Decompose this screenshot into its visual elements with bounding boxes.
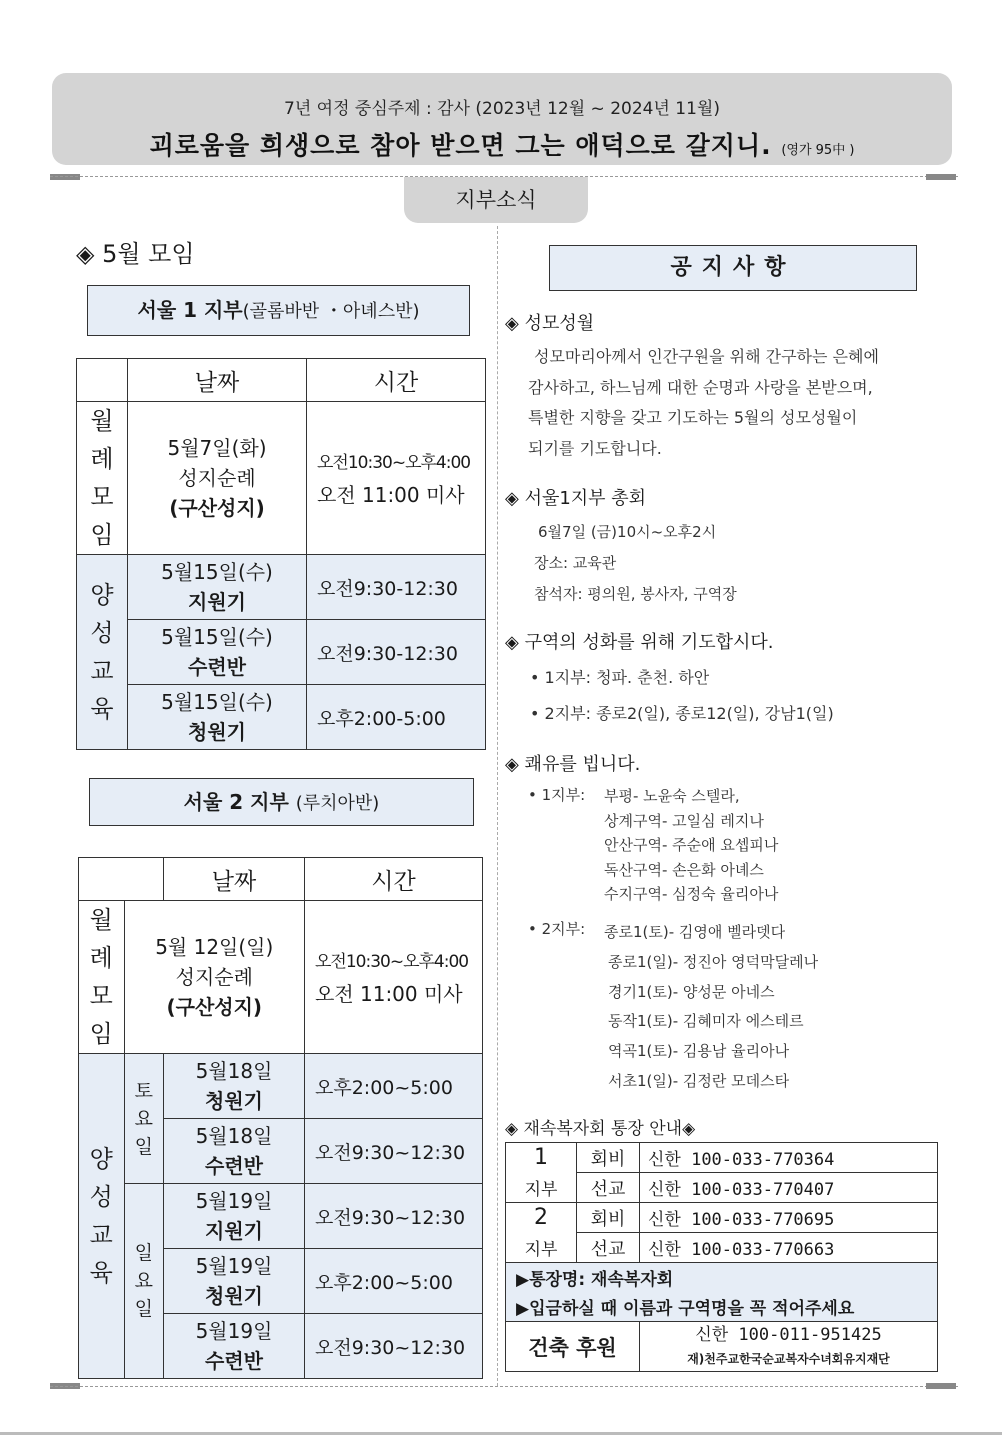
header-theme: 7년 여정 중심주제 : 감사 (2023년 12월 ~ 2024년 11월) [284,99,720,119]
page-edge [0,1432,1002,1435]
branch2-schedule-table: 날짜 시간 월 례 모 임 5월 12일(일) 성지순례 (구산성지) 오전10:30~오후4:00 오전 11:00 미사 양 성 교 육 토 요 일 5월18일 청원기 오후2:00~5:00 5월18일 수련반 오전9:30~12:30 일 요 일 5월19일 지원기 오전9:30~12:30 5월19일 청원기 오후2:00~5:00 5월19일 수련반 오전9:30~12:30 [78,857,483,1379]
saturday-label: 토 요 일 [124,1054,163,1184]
notice-may-body: 성모마리아께서 인간구원을 위해 간구하는 은혜에 감사하고, 하느님께 대한 순명과 사랑을 본받으며, 특별한 지향을 갖고 기도하는 5월의 성모성월이 되기를 기도합니다. [528,347,879,458]
account-number: 신한 100-033-770663 [640,1233,938,1263]
notice-title: 공지사항 [549,245,917,291]
table-row: 5월18일 청원기 [164,1054,305,1119]
col-time: 시간 [307,359,486,402]
table-row: 5월18일 수련반 [164,1119,305,1184]
table-row: 5월19일 청원기 [164,1249,305,1314]
branch2-title: 서울 2 지부 (루치아반) [89,778,474,826]
column-divider [497,226,498,1386]
notice-assembly-title: ◈ 서울1지부 총회 [505,488,647,509]
separator-cap-right [926,174,956,180]
section-tab: 지부소식 [404,177,588,223]
notice-healing-title: ◈ 쾌유를 빕니다. [505,754,641,775]
col-time: 시간 [305,858,483,901]
col-date: 날짜 [164,858,305,901]
header-quote: 괴로움을 희생으로 참아 받으면 그는 애덕으로 갈지니. (영가 95中 ) [149,131,855,160]
notice-account-title: ◈ 재속복자회 통장 안내◈ [505,1119,696,1139]
formation-label: 양 성 교 육 [77,555,128,750]
separator-cap-left [50,174,80,180]
col-date: 날짜 [128,359,307,402]
table-row: 5월19일 지원기 [164,1184,305,1249]
monthly-meeting-label: 월 례 모 임 [79,901,125,1054]
monthly-meeting-date: 5월 12일(일) 성지순례 (구산성지) [124,901,304,1054]
account-holder: ▶통장명: 재속복자회 [506,1263,938,1293]
formation-label: 양 성 교 육 [79,1054,125,1379]
table-row: 5월15일(수) 청원기 [128,685,307,750]
building-support-account: 신한 100-011-951425 재)천주교한국순교복자수녀회유지재단 [640,1322,938,1372]
table-row: 5월19일 수련반 [164,1314,305,1379]
header-banner [52,73,952,165]
branch1-schedule-table: 날짜 시간 월 례 모 임 5월7일(화) 성지순례 (구산성지) 오전10:30~오후4:00 오전 11:00 미사 양 성 교 육 5월15일(수) 지원기 오전9:30-12:30 5월15일(수) 수련반 오전9:30-12:30 5월15일(수) 청원기 오후2:00-5:00 [76,358,486,750]
separator-cap-right [926,1383,956,1389]
notice-healing-b1-list: 부평- 노윤숙 스텔라, 상계구역- 고일심 레지나 안산구역- 주순애 요셉피나 독산구역- 손은화 아녜스 수지구역- 심정숙 율리아나 [604,787,779,903]
table-row: 5월15일(수) 지원기 [128,555,307,620]
notice-healing-b2-label: • 2지부: [528,920,586,938]
bottom-separator [50,1386,958,1387]
notice-assembly-body: 6월7일 (금)10시~오후2시 장소: 교육관 참석자: 평의원, 봉사자, 구역장 [534,523,737,603]
account-number: 신한 100-033-770364 [640,1143,938,1173]
branch1-title: 서울 1 지부(골롬바반 ・아녜스반) [87,285,470,336]
notice-prayer-body: • 1지부: 청파. 춘천. 하안 • 2지부: 종로2(일), 종로12(일), 강남1(일) [530,668,834,723]
deposit-note: ▶입금하실 때 이름과 구역명을 꼭 적어주세요 [506,1292,938,1322]
notice-healing-b2-list: 종로1(토)- 김영애 벨라뎃다 종로1(일)- 정진아 영덕막달레나 경기1(토)- 양성문 아네스 동작1(토)- 김혜미자 에스테르 역곡1(토)- 김용남 율리아나 서초1(일)- 김정란 모데스타 [604,923,819,1090]
account-table: 1 회비 신한 100-033-770364 지부 선교 신한 100-033-770407 2 회비 신한 100-033-770695 지부 선교 신한 100-033-770663 ▶통장명: 재속복자회 ▶입금하실 때 이름과 구역명을 꼭 적어주세요 건축 후원 신한 100-011-951425 재)천주교한국순교복자수녀회유지재단 [505,1142,938,1372]
notice-healing-b1-label: • 1지부: [528,786,586,804]
may-meeting-title: ◈ 5월 모임 [76,240,195,268]
monthly-meeting-time: 오전10:30~오후4:00 오전 11:00 미사 [305,901,483,1054]
account-number: 신한 100-033-770695 [640,1203,938,1233]
monthly-meeting-label: 월 례 모 임 [77,402,128,555]
building-support-label: 건축 후원 [506,1322,640,1372]
notice-prayer-title: ◈ 구역의 성화를 위해 기도합시다. [505,632,774,653]
monthly-meeting-date: 5월7일(화) 성지순례 (구산성지) [128,402,307,555]
notice-may-title: ◈ 성모성월 [505,313,595,334]
account-number: 신한 100-033-770407 [640,1173,938,1203]
table-row: 5월15일(수) 수련반 [128,620,307,685]
monthly-meeting-time: 오전10:30~오후4:00 오전 11:00 미사 [307,402,486,555]
header-quote-ref: (영가 95中 ) [781,143,855,158]
sunday-label: 일 요 일 [124,1184,163,1379]
